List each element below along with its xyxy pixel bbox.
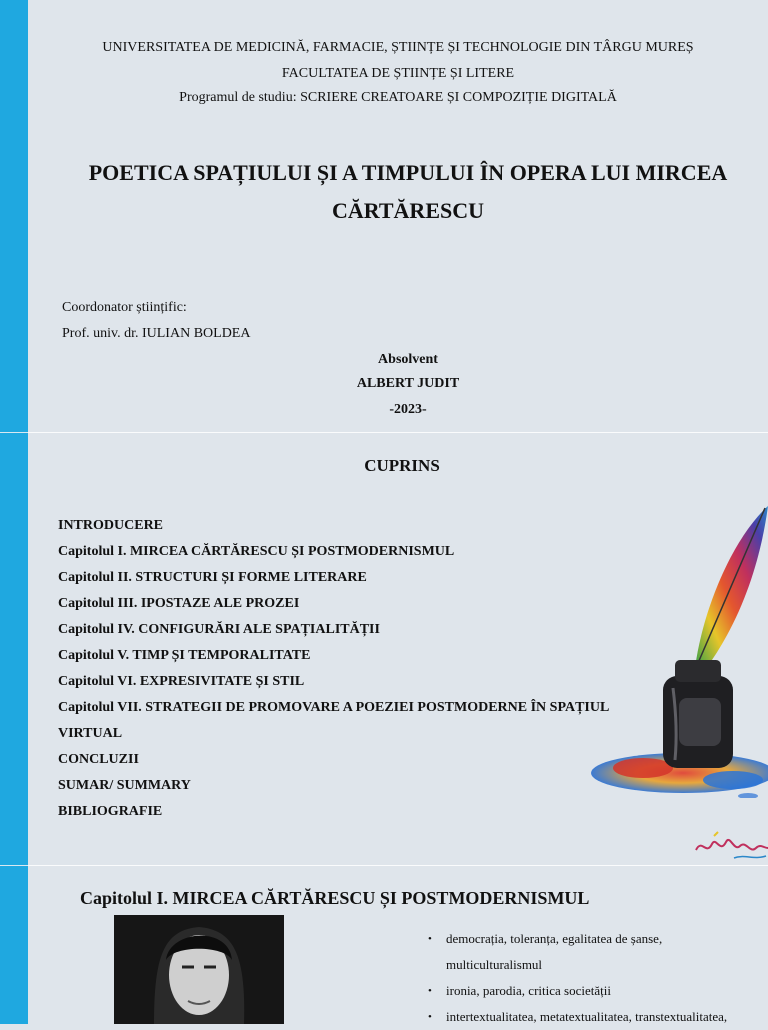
- thesis-title: [58, 154, 758, 230]
- bullet-text: democrația, toleranța, egalitatea de șanse,: [446, 931, 663, 946]
- accent-bar-divider: [0, 432, 28, 433]
- bullet-item: [428, 978, 768, 1004]
- contents-item[interactable]: VIRTUAL: [58, 726, 123, 741]
- bullet-icon: •: [428, 985, 432, 997]
- document-page: [28, 0, 768, 1024]
- contents-item[interactable]: INTRODUCERE: [58, 518, 164, 533]
- graduate-label: Absolvent: [378, 352, 438, 367]
- contents-item[interactable]: Capitolul I. MIRCEA CĂRTĂRESCU ȘI POSTMODERNISMUL: [58, 544, 455, 559]
- chapter-title: Capitolul I. MIRCEA CĂRTĂRESCU ȘI POSTMODERNISMUL: [80, 888, 590, 908]
- contents-title: CUPRINS: [364, 456, 440, 475]
- contents-item[interactable]: Capitolul VII. STRATEGII DE PROMOVARE A POEZIEI POSTMODERNE ÎN SPAȚIUL: [58, 700, 610, 715]
- coordinator-label: Coordonator științific:: [62, 300, 187, 315]
- author-portrait: [114, 915, 284, 1024]
- chapter-bullet-list: [428, 926, 768, 1030]
- contents-item[interactable]: CONCLUZII: [58, 752, 139, 767]
- thesis-title-line-1: POETICA SPAȚIULUI ȘI A TIMPULUI ÎN OPERA LUI MIRCEA: [88, 160, 728, 185]
- bullet-text: intertextualitatea, metatextualitatea, transtextualitatea,: [446, 1009, 728, 1024]
- left-accent-bar: [0, 0, 28, 1024]
- slide-separator: [28, 432, 768, 433]
- graduate-year: -2023-: [389, 402, 427, 417]
- slide-separator: [28, 865, 768, 866]
- university-name: UNIVERSITATEA DE MEDICINĂ, FARMACIE, ȘTIINȚE ȘI TECHNOLOGIE DIN TÂRGU MUREȘ: [102, 40, 694, 55]
- artist-signature-icon: [694, 828, 768, 864]
- quill-inkwell-icon: [583, 498, 768, 798]
- bullet-icon: •: [428, 1011, 432, 1023]
- contents-item[interactable]: SUMAR/ SUMMARY: [58, 778, 191, 793]
- thesis-title-line-2: CĂRTĂRESCU: [331, 198, 485, 223]
- contents-item[interactable]: Capitolul III. IPOSTAZE ALE PROZEI: [58, 596, 300, 611]
- bullet-icon: •: [428, 933, 432, 945]
- accent-bar-divider: [0, 865, 28, 866]
- bullet-text: ironia, parodia, critica societății: [446, 983, 611, 998]
- contents-item[interactable]: Capitolul V. TIMP ȘI TEMPORALITATE: [58, 648, 311, 663]
- bullet-item: [428, 926, 768, 978]
- contents-item[interactable]: Capitolul IV. CONFIGURĂRI ALE SPAȚIALITĂȚII: [58, 622, 380, 637]
- contents-item[interactable]: Capitolul II. STRUCTURI ȘI FORME LITERARE: [58, 570, 367, 585]
- study-program: Programul de studiu: SCRIERE CREATOARE ȘI COMPOZIȚIE DIGITALĂ: [179, 90, 617, 105]
- contents-item[interactable]: Capitolul VI. EXPRESIVITATE ȘI STIL: [58, 674, 305, 689]
- bullet-item: [428, 1004, 768, 1030]
- graduate-name: ALBERT JUDIT: [356, 376, 460, 391]
- faculty-name: FACULTATEA DE ȘTIINȚE ȘI LITERE: [281, 66, 515, 81]
- contents-item[interactable]: BIBLIOGRAFIE: [58, 804, 163, 819]
- bullet-text-continued: multiculturalismul: [446, 957, 543, 972]
- contents-list: [58, 513, 658, 825]
- coordinator-name: Prof. univ. dr. IULIAN BOLDEA: [62, 326, 251, 341]
